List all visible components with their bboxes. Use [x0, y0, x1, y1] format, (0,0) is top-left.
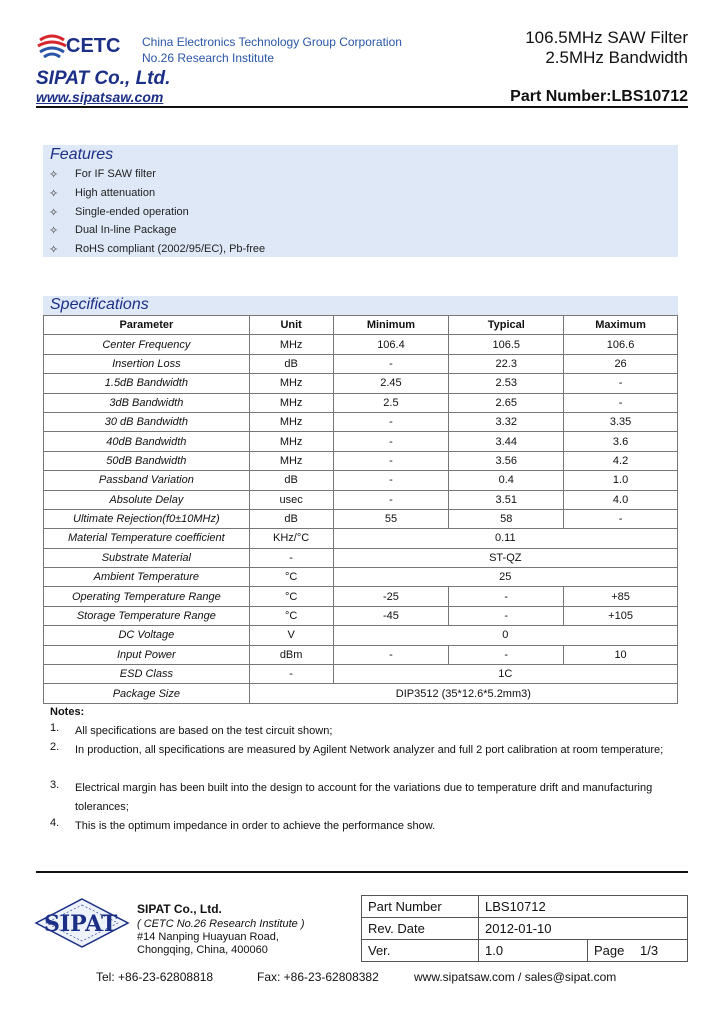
note-number: 1. — [50, 722, 60, 734]
typ-cell: 22.3 — [449, 354, 564, 373]
unit-cell: dBm — [249, 645, 333, 664]
unit-cell: V — [249, 626, 333, 645]
features-box — [43, 145, 678, 257]
footer-web-email-link[interactable]: www.sipatsaw.com / sales@sipat.com — [414, 970, 617, 984]
unit-cell: KHz/°C — [249, 529, 333, 548]
footer-address-line-1: #14 Nanping Huayuan Road, — [137, 931, 279, 943]
merged-value-cell: 0 — [333, 626, 677, 645]
min-cell: 106.4 — [333, 335, 449, 354]
sipat-logo-text: SIPAT — [44, 911, 118, 937]
merged-value-cell: ST-QZ — [333, 548, 677, 567]
feature-text: Single-ended operation — [75, 206, 189, 218]
unit-cell: - — [249, 548, 333, 567]
unit-cell: dB — [249, 471, 333, 490]
version-label: Ver. — [362, 940, 479, 962]
min-cell: - — [333, 412, 449, 431]
typ-cell: - — [449, 645, 564, 664]
table-row — [44, 354, 678, 373]
footer-company-name: SIPAT Co., Ltd. — [137, 902, 222, 916]
unit-cell: dB — [249, 354, 333, 373]
param-name-cell: 50dB Bandwidth — [44, 451, 250, 470]
footer-divider — [36, 871, 688, 873]
company-website-link[interactable]: www.sipatsaw.com — [36, 89, 164, 105]
param-name-cell: Material Temperature coefficient — [44, 529, 250, 548]
specifications-title-bar — [43, 296, 678, 315]
param-name-cell: Ultimate Rejection(f0±10MHz) — [44, 509, 250, 528]
note-number: 3. — [50, 779, 60, 791]
footer-company-info — [137, 903, 305, 957]
unit-cell: MHz — [249, 432, 333, 451]
notes-title: Notes: — [50, 706, 85, 718]
unit-cell: °C — [249, 587, 333, 606]
param-name-cell: ESD Class — [44, 665, 250, 684]
param-name-cell: 3dB Bandwidth — [44, 393, 250, 412]
diamond-bullet-icon: ✧ — [49, 169, 59, 181]
feature-text: High attenuation — [75, 187, 156, 199]
cetc-emblem-icon — [38, 36, 66, 57]
typ-cell: 0.4 — [449, 471, 564, 490]
footer-fax: Fax: +86-23-62808382 — [257, 970, 379, 984]
min-cell: - — [333, 354, 449, 373]
min-cell: - — [333, 471, 449, 490]
min-cell: -25 — [333, 587, 449, 606]
diamond-bullet-icon: ✧ — [49, 225, 59, 237]
product-line-2: 2.5MHz Bandwidth — [545, 48, 688, 67]
typ-cell: 106.5 — [449, 335, 564, 354]
max-cell: 3.35 — [564, 412, 678, 431]
header-unit: Unit — [249, 316, 333, 335]
max-cell: 4.2 — [564, 451, 678, 470]
unit-cell: MHz — [249, 412, 333, 431]
max-cell: 3.6 — [564, 432, 678, 451]
note-number: 4. — [50, 817, 60, 829]
param-name-cell: 40dB Bandwidth — [44, 432, 250, 451]
typ-cell: 58 — [449, 509, 564, 528]
org-line-1: China Electronics Technology Group Corporation — [142, 35, 402, 49]
param-name-cell: Package Size — [44, 684, 250, 703]
unit-cell: usec — [249, 490, 333, 509]
footer-affiliation: ( CETC No.26 Research Institute ) — [137, 918, 305, 930]
param-name-cell: Input Power — [44, 645, 250, 664]
diamond-bullet-icon: ✧ — [49, 188, 59, 200]
param-name-cell: 1.5dB Bandwidth — [44, 374, 250, 393]
typ-cell: - — [449, 606, 564, 625]
notes-list — [50, 722, 670, 842]
min-cell: 55 — [333, 509, 449, 528]
page-indicator — [588, 940, 688, 962]
max-cell: 1.0 — [564, 471, 678, 490]
param-name-cell: Center Frequency — [44, 335, 250, 354]
unit-cell: MHz — [249, 451, 333, 470]
table-header-row — [44, 316, 678, 335]
footer-address-line-2: Chongqing, China, 400060 — [137, 944, 268, 956]
param-name-cell: Absolute Delay — [44, 490, 250, 509]
param-name-cell: Substrate Material — [44, 548, 250, 567]
diamond-bullet-icon: ✧ — [49, 207, 59, 219]
param-name-cell: Insertion Loss — [44, 354, 250, 373]
table-row — [44, 335, 678, 354]
note-text: All specifications are based on the test circuit shown; — [75, 725, 333, 737]
typ-cell: 2.65 — [449, 393, 564, 412]
org-line-2: No.26 Research Institute — [142, 51, 275, 65]
max-cell: - — [564, 374, 678, 393]
max-cell: 10 — [564, 645, 678, 664]
min-cell: 2.5 — [333, 393, 449, 412]
specifications-title: Specifications — [50, 296, 149, 313]
min-cell: - — [333, 432, 449, 451]
company-name: SIPAT Co., Ltd. — [36, 68, 171, 89]
min-cell: - — [333, 451, 449, 470]
param-name-cell: 30 dB Bandwidth — [44, 412, 250, 431]
feature-text: For IF SAW filter — [75, 168, 156, 180]
max-cell: +105 — [564, 606, 678, 625]
features-title: Features — [50, 146, 114, 163]
note-text: Electrical margin has been built into the design to account for the variations due to temperature drift and manufacturing tolerances; — [75, 782, 653, 813]
typ-cell: 2.53 — [449, 374, 564, 393]
table-row — [44, 548, 678, 567]
max-cell: - — [564, 393, 678, 412]
specifications-table — [43, 315, 678, 704]
merged-value-cell: 0.11 — [333, 529, 677, 548]
max-cell: +85 — [564, 587, 678, 606]
feature-text: Dual In-line Package — [75, 224, 177, 236]
table-row — [44, 393, 678, 412]
min-cell: -45 — [333, 606, 449, 625]
header-maximum: Maximum — [564, 316, 678, 335]
diamond-bullet-icon: ✧ — [49, 244, 59, 256]
rev-date-value: 2012-01-10 — [479, 918, 688, 940]
param-name-cell: Operating Temperature Range — [44, 587, 250, 606]
unit-cell: MHz — [249, 335, 333, 354]
max-cell: 106.6 — [564, 335, 678, 354]
merged-value-cell: DIP3512 (35*12.6*5.2mm3) — [249, 684, 677, 703]
unit-cell: °C — [249, 568, 333, 587]
table-row — [44, 432, 678, 451]
table-row — [44, 626, 678, 645]
sipat-logo — [34, 897, 130, 949]
max-cell: 4.0 — [564, 490, 678, 509]
note-number: 2. — [50, 741, 60, 753]
product-line-1: 106.5MHz SAW Filter — [525, 28, 688, 47]
header-parameter: Parameter — [44, 316, 250, 335]
feature-text: RoHS compliant (2002/95/EC), Pb-free — [75, 243, 266, 255]
min-cell: - — [333, 645, 449, 664]
typ-cell: 3.56 — [449, 451, 564, 470]
rev-date-label: Rev. Date — [362, 918, 479, 940]
unit-cell: - — [249, 665, 333, 684]
max-cell: 26 — [564, 354, 678, 373]
min-cell: - — [333, 490, 449, 509]
part-number-heading: Part Number:LBS10712 — [510, 88, 688, 105]
param-name-cell: Ambient Temperature — [44, 568, 250, 587]
unit-cell: °C — [249, 606, 333, 625]
typ-cell: 3.51 — [449, 490, 564, 509]
version-value: 1.0 — [479, 940, 588, 962]
typ-cell: - — [449, 587, 564, 606]
note-text: This is the optimum impedance in order to achieve the performance show. — [75, 820, 436, 832]
unit-cell: MHz — [249, 374, 333, 393]
unit-cell: dB — [249, 509, 333, 528]
header-divider — [36, 106, 688, 108]
merged-value-cell: 1C — [333, 665, 677, 684]
max-cell: - — [564, 509, 678, 528]
table-row — [44, 645, 678, 664]
unit-cell: MHz — [249, 393, 333, 412]
header-minimum: Minimum — [333, 316, 449, 335]
document-info-table — [361, 895, 688, 962]
table-row — [44, 684, 678, 703]
typ-cell: 3.32 — [449, 412, 564, 431]
table-row — [44, 568, 678, 587]
param-name-cell: Passband Variation — [44, 471, 250, 490]
min-cell: 2.45 — [333, 374, 449, 393]
part-number-label: Part Number — [362, 896, 479, 918]
table-row — [44, 490, 678, 509]
param-name-cell: DC Voltage — [44, 626, 250, 645]
table-row — [44, 471, 678, 490]
part-number-value: LBS10712 — [479, 896, 688, 918]
merged-value-cell: 25 — [333, 568, 677, 587]
product-title — [525, 28, 688, 68]
table-row — [44, 412, 678, 431]
table-row — [44, 374, 678, 393]
table-row — [44, 509, 678, 528]
cetc-logo — [36, 30, 128, 62]
table-row — [44, 529, 678, 548]
table-row — [44, 606, 678, 625]
table-row — [44, 451, 678, 470]
note-text: In production, all specifications are measured by Agilent Network analyzer and full 2 port calibration at room temperature; — [75, 744, 664, 756]
page-value: 1/3 — [640, 943, 659, 958]
footer-tel: Tel: +86-23-62808818 — [96, 970, 214, 984]
cetc-logo-text: CETC — [66, 35, 121, 57]
organization-name — [142, 34, 402, 66]
header-typical: Typical — [449, 316, 564, 335]
param-name-cell: Storage Temperature Range — [44, 606, 250, 625]
page-label: Page — [594, 943, 625, 958]
table-row — [44, 665, 678, 684]
typ-cell: 3.44 — [449, 432, 564, 451]
table-row — [44, 587, 678, 606]
